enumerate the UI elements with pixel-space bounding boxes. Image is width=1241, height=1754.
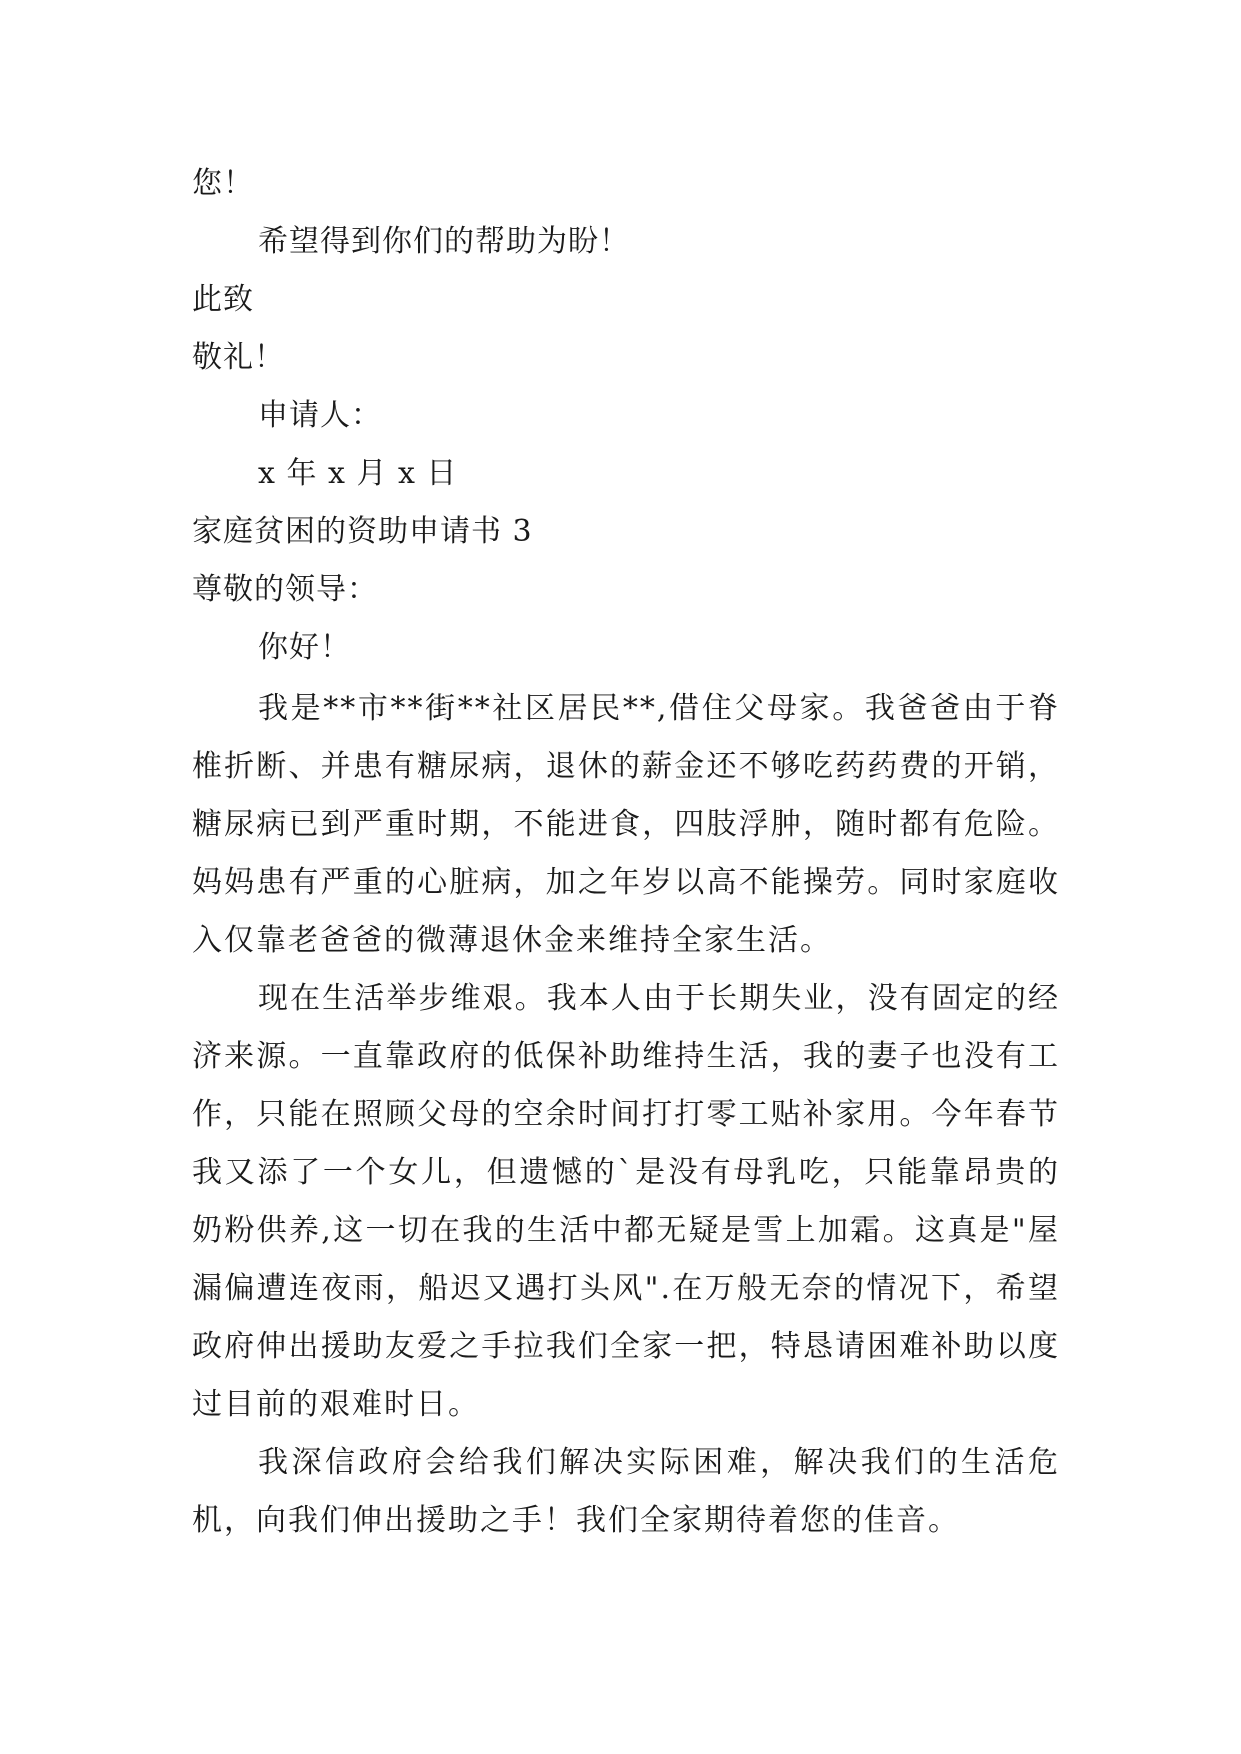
closing-jingli: 敬礼！ [192, 340, 285, 375]
salutation: 尊敬的领导： [192, 572, 378, 607]
body-paragraph-3: 我深信政府会给我们解决实际困难，解决我们的生活危机，向我们伸出援助之手！我们全家期待着您的佳音。 [192, 1445, 1060, 1538]
body-paragraph-1: 我是**市**街**社区居民**,借住父母家。我爸爸由于脊椎折断、并患有糖尿病，退休的薪金还不够吃药药费的开销，糖尿病已到严重时期，不能进食，四肢浮肿，随时都有危险。妈妈患有严重的心脏病，加之年岁以高不能操劳。同时家庭收入仅靠老爸爸的微薄退休金来维持全家生活。 [192, 691, 1060, 958]
greeting: 你好！ [258, 630, 351, 665]
date-line: x 年 x 月 x 日 [258, 456, 458, 491]
section-title: 家庭贫困的资助申请书 3 [192, 514, 533, 549]
closing-hope-line: 希望得到你们的帮助为盼！ [258, 224, 630, 259]
body-paragraph-2: 现在生活举步维艰。我本人由于长期失业，没有固定的经济来源。一直靠政府的低保补助维持生活，我的妻子也没有工作，只能在照顾父母的空余时间打打零工贴补家用。今年春节我又添了一个女儿，但遗憾的`是没有母乳吃，只能靠昂贵的奶粉供养,这一切在我的生活中都无疑是雪上加霜。这真是"屋漏偏遭连夜雨，船迟又遇打头风".在万般无奈的情况下，希望政府伸出援助友爱之手拉我们全家一把，特恳请困难补助以度过目前的艰难时日。 [192, 981, 1060, 1422]
applicant-label: 申请人： [258, 398, 382, 433]
closing-fragment: 您！ [192, 166, 254, 201]
closing-cizhi: 此致 [192, 282, 254, 317]
